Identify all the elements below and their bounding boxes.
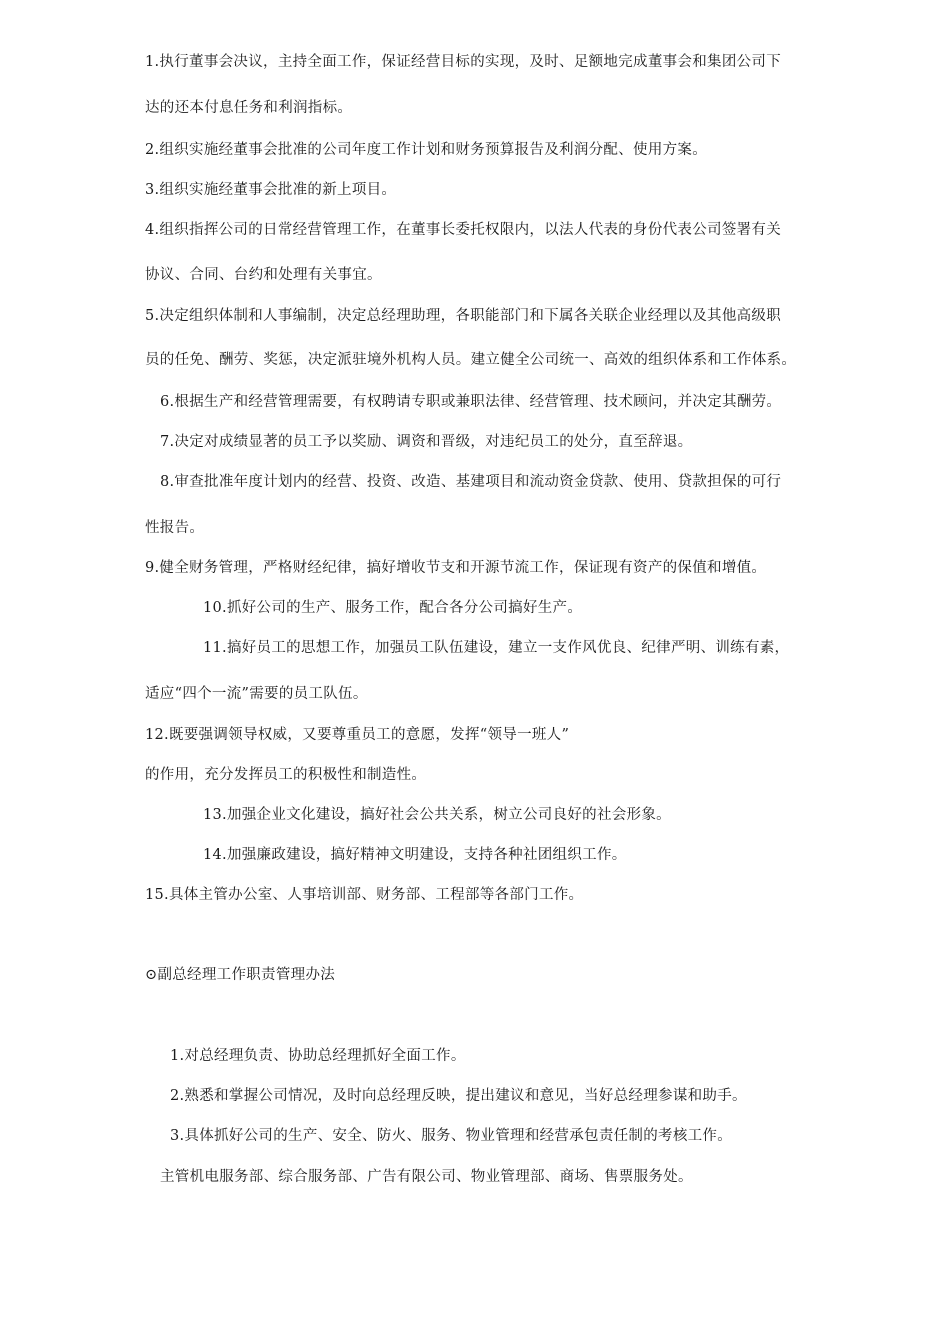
vice-item-2: 2.熟悉和掌握公司情况，及时向总经理反映，提出建议和意见，当好总经理参谋和助手。 bbox=[170, 1088, 747, 1104]
duty-item-15: 15.具体主管办公室、人事培训部、财务部、工程部等各部门工作。 bbox=[145, 887, 584, 903]
duty-item-8: 8.审查批准年度计划内的经营、投资、改造、基建项目和流动资金贷款、使用、贷款担保的可行 bbox=[160, 474, 782, 490]
section-heading-vice-gm: ⊙副总经理工作职责管理办法 bbox=[145, 967, 336, 983]
vice-item-3: 3.具体抓好公司的生产、安全、防火、服务、物业管理和经营承包责任制的考核工作。 bbox=[170, 1128, 733, 1144]
vice-item-4: 主管机电服务部、综合服务部、广告有限公司、物业管理部、商场、售票服务处。 bbox=[160, 1169, 693, 1185]
duty-item-2: 2.组织实施经董事会批准的公司年度工作计划和财务预算报告及利润分配、使用方案。 bbox=[145, 142, 708, 158]
duty-item-12: 12.既要强调领导权威，又要尊重员工的意愿，发挥“领导一班人” bbox=[145, 727, 570, 743]
duty-item-11-cont: 适应“四个一流”需要的员工队伍。 bbox=[145, 686, 368, 702]
duty-item-14: 14.加强廉政建设，搞好精神文明建设，支持各种社团组织工作。 bbox=[203, 847, 627, 863]
duty-item-8-cont: 性报告。 bbox=[145, 520, 205, 536]
duty-item-7: 7.决定对成绩显著的员工予以奖励、调资和晋级，对违纪员工的处分，直至辞退。 bbox=[160, 434, 693, 450]
duty-item-5-cont: 员的任免、酬劳、奖惩，决定派驻境外机构人员。建立健全公司统一、高效的组织体系和工作体系。 bbox=[145, 352, 797, 368]
duty-item-4: 4.组织指挥公司的日常经营管理工作，在董事长委托权限内，以法人代表的身份代表公司签署有关 bbox=[145, 222, 782, 238]
duty-item-5: 5.决定组织体制和人事编制，决定总经理助理，各职能部门和下属各关联企业经理以及其他高级职 bbox=[145, 308, 782, 324]
duty-item-11: 11.搞好员工的思想工作，加强员工队伍建设，建立一支作风优良、纪律严明、训练有素， bbox=[203, 640, 790, 656]
duty-item-9: 9.健全财务管理，严格财经纪律，搞好增收节支和开源节流工作，保证现有资产的保值和增值。 bbox=[145, 560, 767, 576]
duty-item-13: 13.加强企业文化建设，搞好社会公共关系，树立公司良好的社会形象。 bbox=[203, 807, 671, 823]
duty-item-3: 3.组织实施经董事会批准的新上项目。 bbox=[145, 182, 397, 198]
duty-item-6: 6.根据生产和经营管理需要，有权聘请专职或兼职法律、经营管理、技术顾问，并决定其酬劳。 bbox=[160, 394, 782, 410]
duty-item-1: 1.执行董事会决议，主持全面工作，保证经营目标的实现，及时、足额地完成董事会和集团公司下 bbox=[145, 54, 782, 70]
duty-item-4-cont: 协议、合同、台约和处理有关事宜。 bbox=[145, 267, 382, 283]
duty-item-1-cont: 达的还本付息任务和利润指标。 bbox=[145, 100, 353, 116]
duty-item-12-cont: 的作用，充分发挥员工的积极性和制造性。 bbox=[145, 767, 427, 783]
duty-item-10: 10.抓好公司的生产、服务工作，配合各分公司搞好生产。 bbox=[203, 600, 583, 616]
vice-item-1: 1.对总经理负责、协助总经理抓好全面工作。 bbox=[170, 1048, 466, 1064]
